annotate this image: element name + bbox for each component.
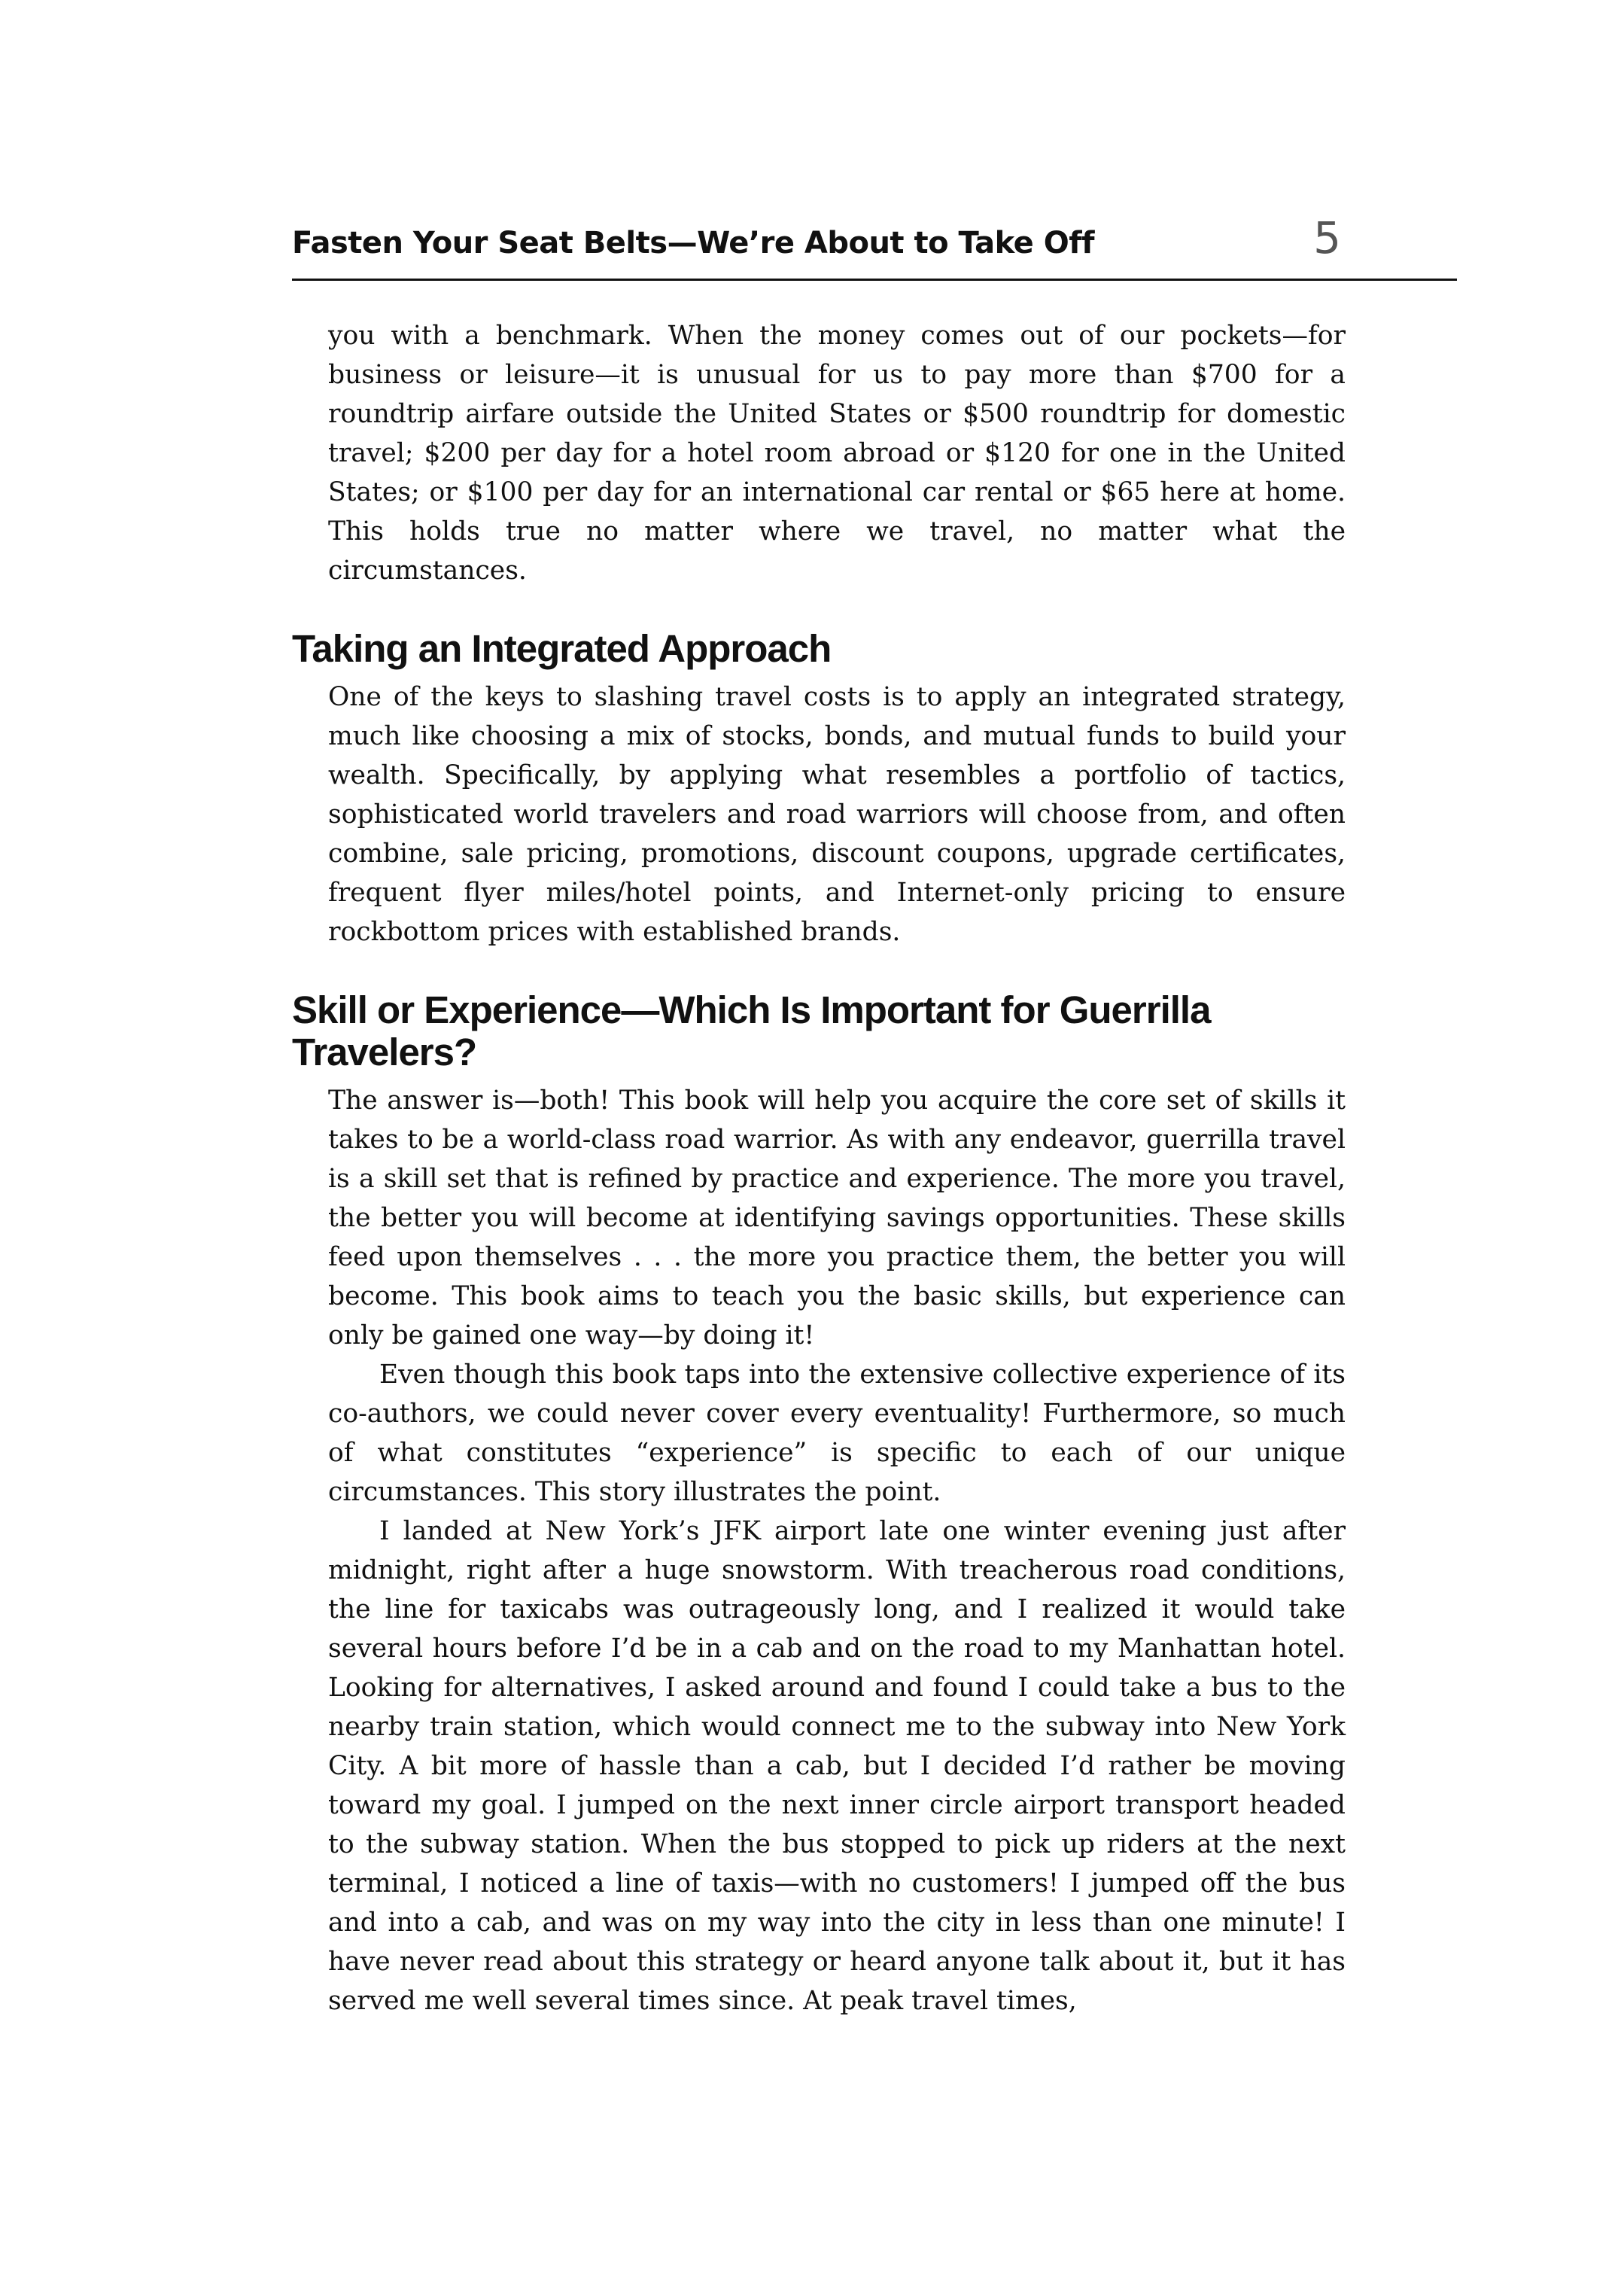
intro-text — [328, 316, 1346, 590]
section-paragraph: The answer is—both! This book will help you acquire the core set of skills it takes to be a world-class road warrior. As with any endeavor, guerrilla travel is a skill set that is refined by practice and experience. The more you travel, the better you will become at identifying savings opportunities. These skills feed upon themselves . . . the more you practice them, the better you will become. This book aims to teach you the basic skills, but experience can only be gained one way—by doing it! — [328, 1086, 1346, 1350]
page-content — [292, 316, 1346, 2020]
section-paragraph: I landed at New York’s JFK airport late one winter evening just after midnight, right after a huge snowstorm. With treacherous road conditions, the line for taxicabs was outrageously long, and I realized it would take several hours before I’d be in a cab and on the road to my Manhattan hotel. Looking for alternatives, I asked around and found I could take a bus to the nearby train station, which would connect me to the subway into New York City. A bit more of hassle than a cab, but I decided I’d rather be moving toward my goal. I jumped on the next inner circle airport transport headed to the subway station. When the bus stopped to pick up riders at the next terminal, I noticed a line of taxis—with no customers! I jumped off the bus and into a cab, and was on my way into the city in less than one minute! I have never read about this strategy or heard anyone talk about it, but it has served me well several times since. At peak travel times, — [328, 1516, 1346, 2016]
running-header — [292, 212, 1457, 281]
section-heading-skill-or-experience: Skill or Experience—Which Is Important for Guerrilla Travelers? — [292, 988, 1211, 1073]
section-paragraph: Even though this book taps into the extensive collective experience of its co-authors, we could never cover every eventuality! Furthermore, so much of what constitutes “experience” is specific to each of our unique circumstances. This story illustrates the point. — [328, 1360, 1346, 1507]
section-paragraph: One of the keys to slashing travel costs is to apply an integrated strategy, much like choosing a mix of stocks, bonds, and mutual funds to build your wealth. Specifically, by applying what resembles a portfolio of tactics, sophisticated world travelers and road warriors will choose from, and often combine, sale pricing, promotions, discount coupons, upgrade certificates, frequent flyer miles/hotel points, and Internet-only pricing to ensure rockbottom prices with established brands. — [328, 682, 1346, 947]
section-heading-integrated-approach: Taking an Integrated Approach — [292, 627, 832, 670]
section-skill-or-experience-text — [328, 1081, 1346, 2020]
intro-paragraph: you with a benchmark. When the money comes out of our pockets—for business or leisure—it is unusual for us to pay more than $700 for a roundtrip airfare outside the United States or $500 roundtrip for domestic travel; $200 per day for a hotel room abroad or $120 for one in the United States; or $100 per day for an international car rental or $65 here at home. This holds true no matter where we travel, no matter what the circumstances. — [328, 321, 1346, 586]
page-number: 5 — [1313, 212, 1341, 263]
running-title: Fasten Your Seat Belts—We’re About to Take Off — [292, 226, 1095, 260]
section-integrated-approach-text — [328, 678, 1346, 952]
